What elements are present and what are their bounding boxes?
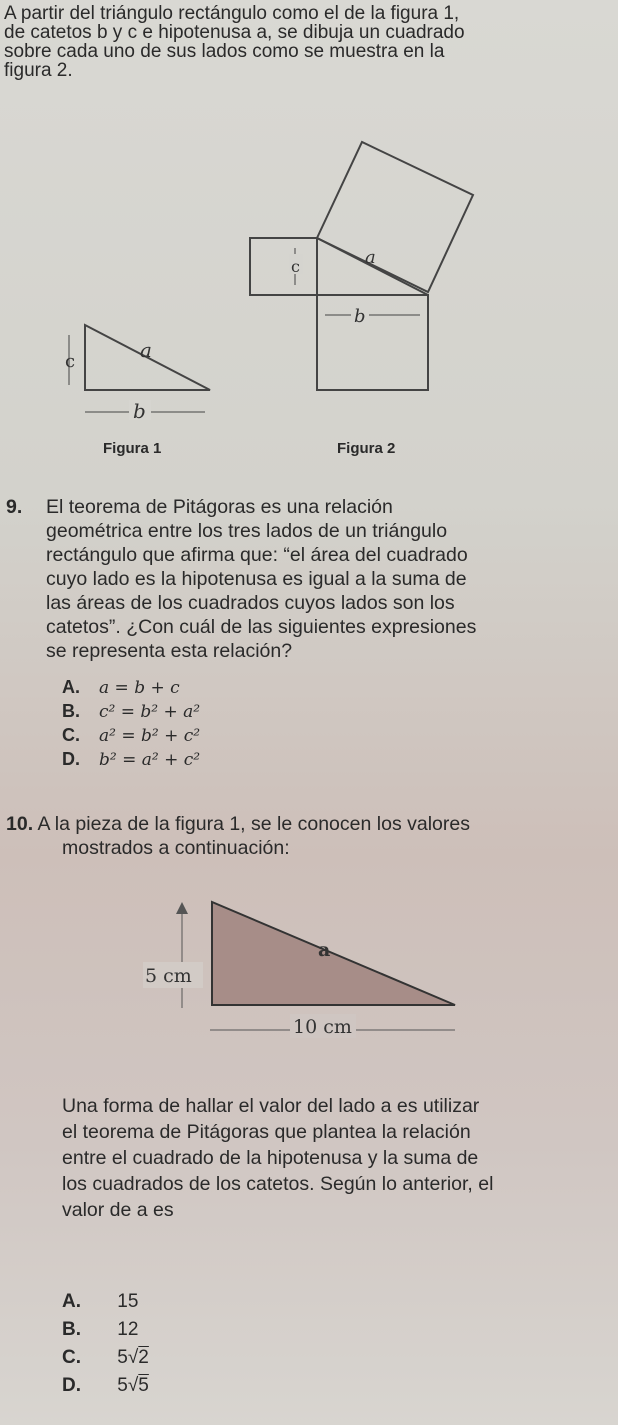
- option-coefficient: 5: [117, 1347, 128, 1368]
- square-on-hypotenuse: [317, 142, 473, 292]
- sqrt-icon: √: [127, 1347, 139, 1368]
- question-line: las áreas de los cuadrados cuyos lados son los: [46, 592, 455, 614]
- question-line: catetos”. ¿Con cuál de las siguientes expresiones: [46, 616, 477, 638]
- option-c[interactable]: [62, 725, 200, 746]
- label-c: c: [291, 257, 300, 276]
- shaded-triangle: [212, 902, 455, 1005]
- paragraph-line: entre el cuadrado de la hipotenusa y la suma de: [62, 1147, 479, 1169]
- option-letter: B.: [62, 701, 80, 721]
- option-d[interactable]: [62, 749, 200, 770]
- question-9: [6, 495, 606, 663]
- question-line: mostrados a continuación:: [62, 837, 290, 859]
- option-letter: D.: [62, 1375, 81, 1396]
- label-a: a: [365, 247, 376, 268]
- base-label: 10 cm: [293, 1016, 352, 1038]
- label-c: c: [65, 351, 76, 372]
- answer-d[interactable]: [62, 1375, 149, 1397]
- option-letter: C.: [62, 1347, 81, 1368]
- paragraph-line: los cuadrados de los catetos. Según lo anterior, el: [62, 1173, 494, 1195]
- question-line: rectángulo que afirma que: “el área del cuadrado: [46, 544, 468, 566]
- square-on-c: [250, 238, 317, 295]
- figure-2-squares: [245, 140, 485, 400]
- square-a: [245, 140, 420, 400]
- intro-text: [4, 4, 604, 80]
- option-letter: A.: [62, 1291, 81, 1312]
- option-expression: b² = a² + c²: [99, 750, 201, 770]
- option-a[interactable]: [62, 677, 180, 698]
- option-letter: B.: [62, 1319, 81, 1340]
- question-number: 9.: [6, 496, 23, 518]
- option-radicand: 5: [138, 1375, 149, 1396]
- figure-1-triangle: [55, 315, 225, 425]
- label-b: b: [354, 306, 366, 327]
- answer-c[interactable]: [62, 1347, 149, 1369]
- paragraph-line: Una forma de hallar el valor del lado a es utilizar: [62, 1095, 480, 1117]
- figure-triangle-measured: [140, 890, 470, 1040]
- option-value: 12: [117, 1319, 139, 1340]
- paragraph-line: valor de a es: [62, 1199, 174, 1221]
- label-a: a: [140, 338, 152, 362]
- intro-line: A partir del triángulo rectángulo como el de la figura 1,: [4, 3, 460, 24]
- intro-line: sobre cada uno de sus lados como se muestra en la: [4, 41, 445, 62]
- question-line: cuyo lado es la hipotenusa es igual a la suma de: [46, 568, 467, 590]
- answer-a[interactable]: [62, 1291, 138, 1313]
- question-line: El teorema de Pitágoras es una relación: [46, 496, 393, 518]
- question-line: se representa esta relación?: [46, 640, 293, 662]
- option-coefficient: 5: [117, 1375, 128, 1396]
- option-letter: C.: [62, 725, 80, 745]
- paragraph-line: el teorema de Pitágoras que plantea la relación: [62, 1121, 471, 1143]
- option-value: 15: [117, 1291, 139, 1312]
- question-line: geométrica entre los tres lados de un triángulo: [46, 520, 448, 542]
- hypotenuse-label: a: [318, 939, 331, 961]
- option-expression: a = b + c: [99, 678, 180, 698]
- figure-1-caption: Figura 1: [103, 440, 162, 457]
- option-radicand: 2: [138, 1347, 149, 1368]
- question-10: [6, 812, 470, 860]
- question-number: 10.: [6, 813, 34, 835]
- height-label: 5 cm: [145, 965, 192, 987]
- option-expression: a² = b² + c²: [99, 726, 201, 746]
- option-expression: c² = b² + a²: [99, 702, 201, 722]
- option-b[interactable]: [62, 701, 200, 722]
- answer-b[interactable]: [62, 1319, 138, 1341]
- option-letter: A.: [62, 677, 80, 697]
- square-on-b: [317, 295, 428, 390]
- intro-line: figura 2.: [4, 60, 73, 81]
- question-10-paragraph: [62, 1093, 612, 1223]
- figure-2-caption: Figura 2: [337, 440, 396, 457]
- label-b: b: [133, 399, 146, 423]
- option-letter: D.: [62, 749, 80, 769]
- sqrt-icon: √: [127, 1375, 139, 1396]
- intro-line: de catetos b y c e hipotenusa a, se dibuja un cuadrado: [4, 22, 465, 43]
- question-line: A la pieza de la figura 1, se le conocen los valores: [37, 813, 470, 835]
